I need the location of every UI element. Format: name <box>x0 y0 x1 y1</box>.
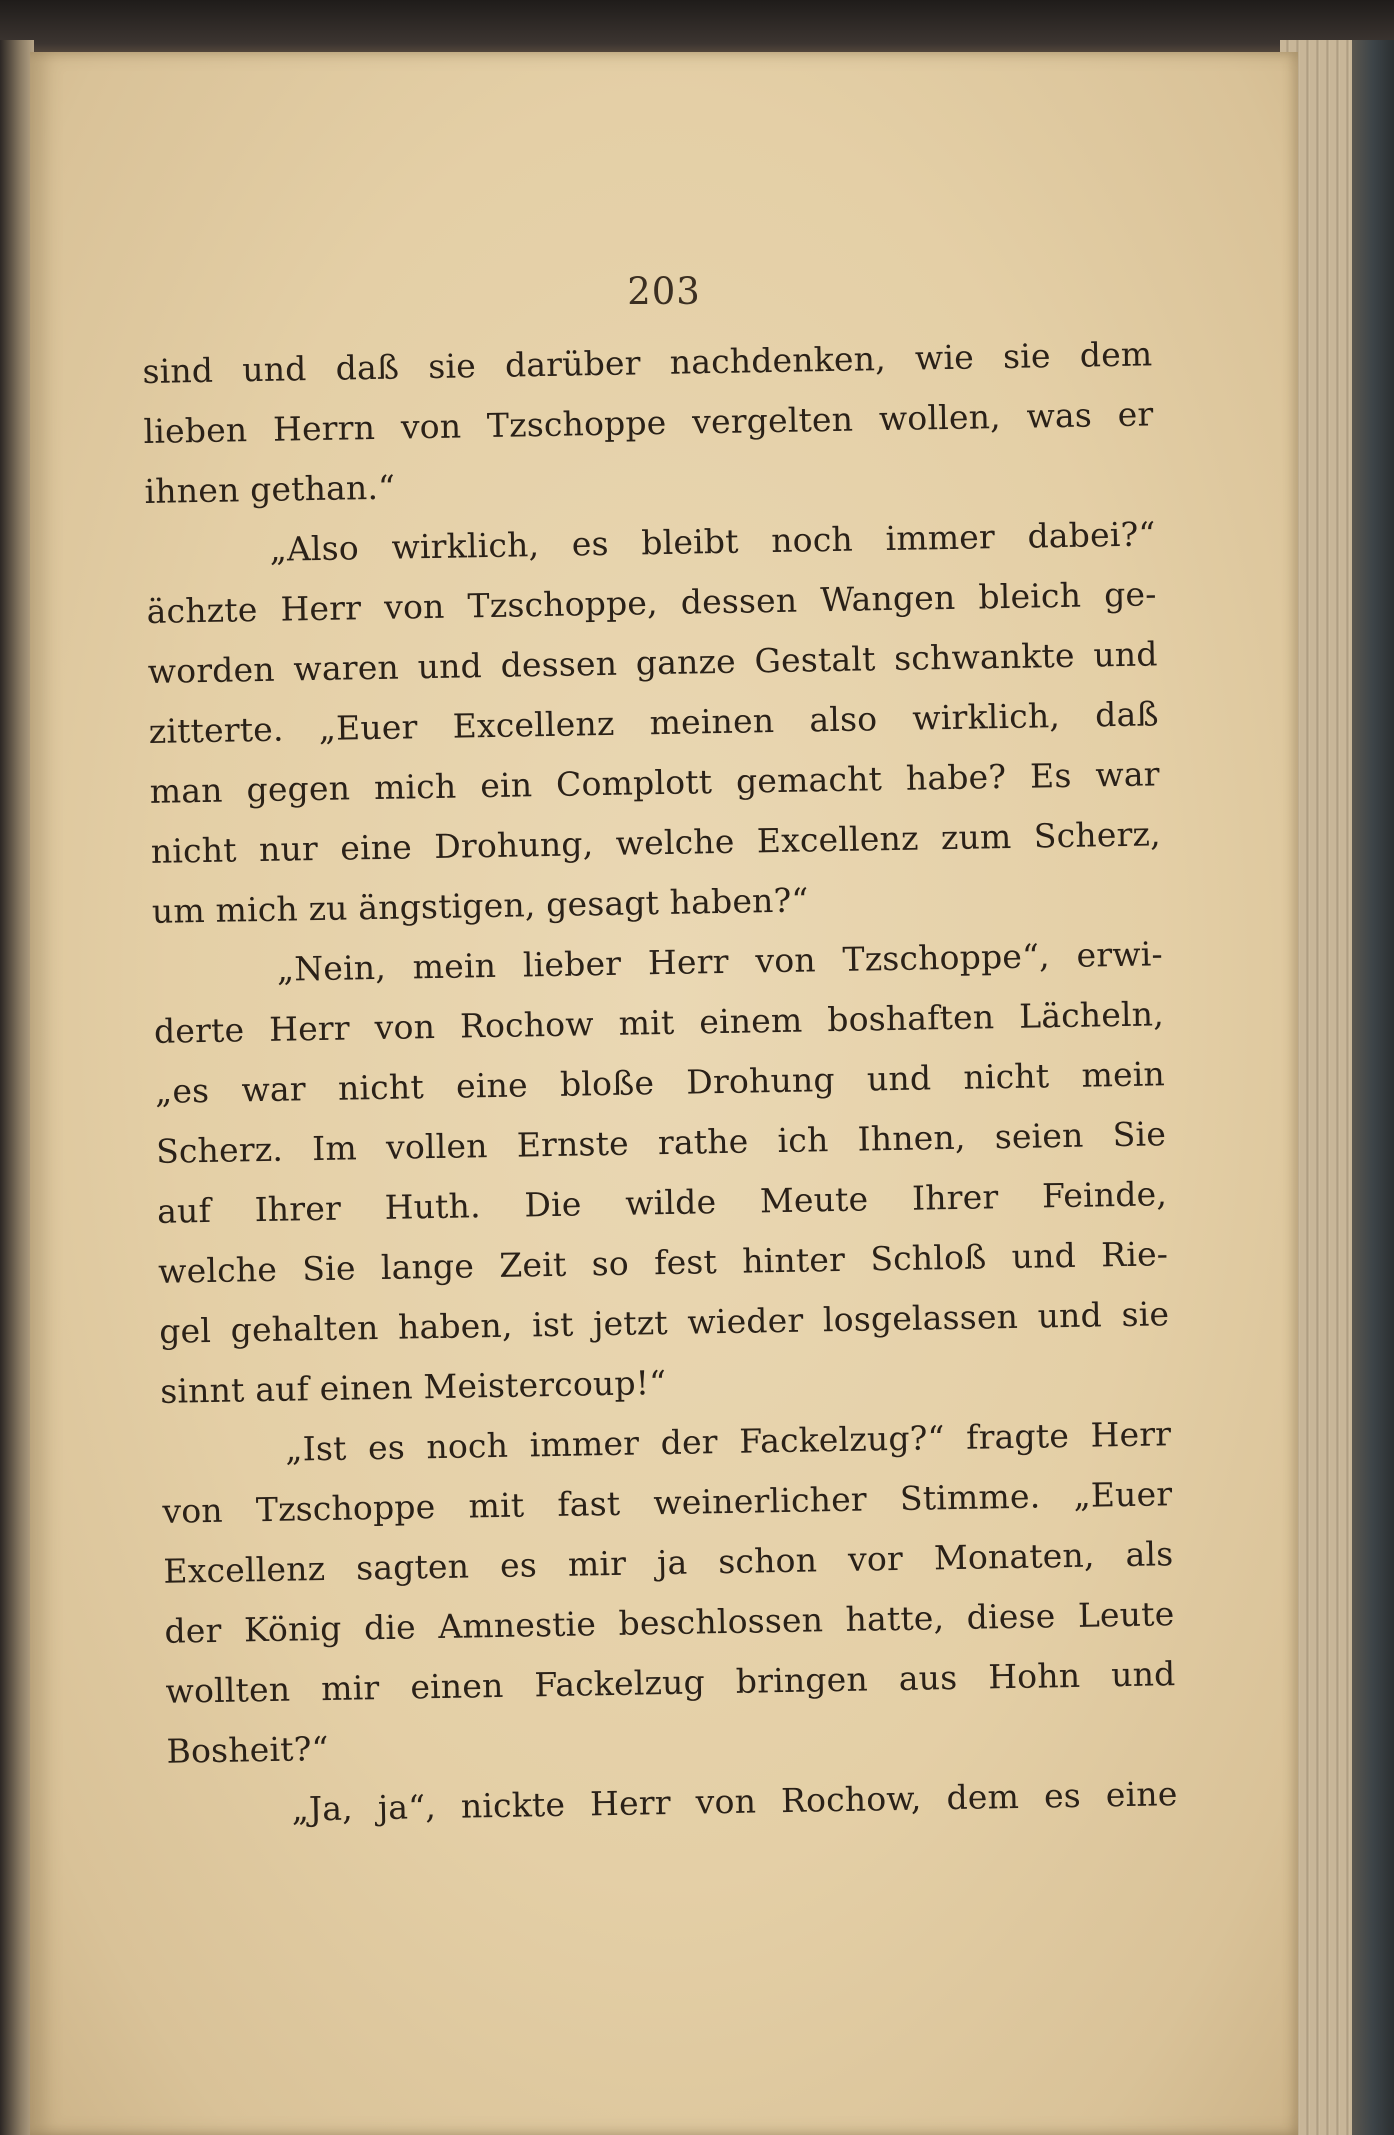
text-line: lieben Herrn von Tzschoppe vergelten wollen, was er <box>143 394 1154 451</box>
book-cover-right-edge <box>1352 40 1394 2135</box>
text-line: der König die Amnestie beschlossen hatte, diese Leute <box>164 1594 1175 1651</box>
text-line: auf Ihrer Huth. Die wilde Meute Ihrer Feinde, <box>156 1174 1168 1231</box>
text-line: sinnt auf einen Meistercoup!“ <box>159 1363 667 1411</box>
text-line: zitterte. „Euer Excellenz meinen also wirklich, daß <box>148 694 1159 751</box>
text-line: „Nein, mein lieber Herr von Tzschoppe“, erwi- <box>276 934 1164 989</box>
text-line: Bosheit?“ <box>166 1728 329 1771</box>
page-number: 203 <box>627 270 701 313</box>
page-text-block <box>142 324 1178 1841</box>
text-line: „Ist es noch immer der Fackelzug?“ fragte Herr <box>285 1414 1172 1469</box>
text-line: ächzte Herr von Tzschoppe, dessen Wangen bleich ge- <box>146 574 1157 631</box>
book-page <box>30 52 1298 2135</box>
text-line: derte Herr von Rochow mit einem boshaften Lächeln, <box>153 994 1165 1051</box>
text-line: Scherz. Im vollen Ernste rathe ich Ihnen, seien Sie <box>155 1114 1167 1171</box>
book-binding-edge <box>0 40 34 2135</box>
text-line: welche Sie lange Zeit so fest hinter Schloß und Rie- <box>157 1234 1169 1291</box>
text-line: sind und daß sie darüber nachdenken, wie sie dem <box>142 334 1153 391</box>
text-line: „es war nicht eine bloße Drohung und nicht mein <box>154 1054 1166 1111</box>
text-line: „Also wirklich, es bleibt noch immer dabei?“ <box>269 514 1156 569</box>
text-line: worden waren und dessen ganze Gestalt schwankte und <box>147 634 1158 691</box>
text-line: gel gehalten haben, ist jetzt wieder losgelassen und sie <box>158 1294 1170 1351</box>
text-line: um mich zu ängstigen, gesagt haben?“ <box>151 880 809 931</box>
text-line: Excellenz sagten es mir ja schon vor Monaten, als <box>163 1534 1174 1591</box>
text-line: man gegen mich ein Complott gemacht habe? Es war <box>149 754 1161 811</box>
text-line: von Tzschoppe mit fast weinerlicher Stimme. „Euer <box>162 1474 1173 1531</box>
text-line: „Ja, ja“, nickte Herr von Rochow, dem es eine <box>291 1774 1178 1829</box>
text-line: wollten mir einen Fackelzug bringen aus Hohn und <box>165 1654 1176 1711</box>
text-line: ihnen gethan.“ <box>144 467 396 511</box>
text-line: nicht nur eine Drohung, welche Excellenz zum Scherz, <box>150 814 1162 871</box>
